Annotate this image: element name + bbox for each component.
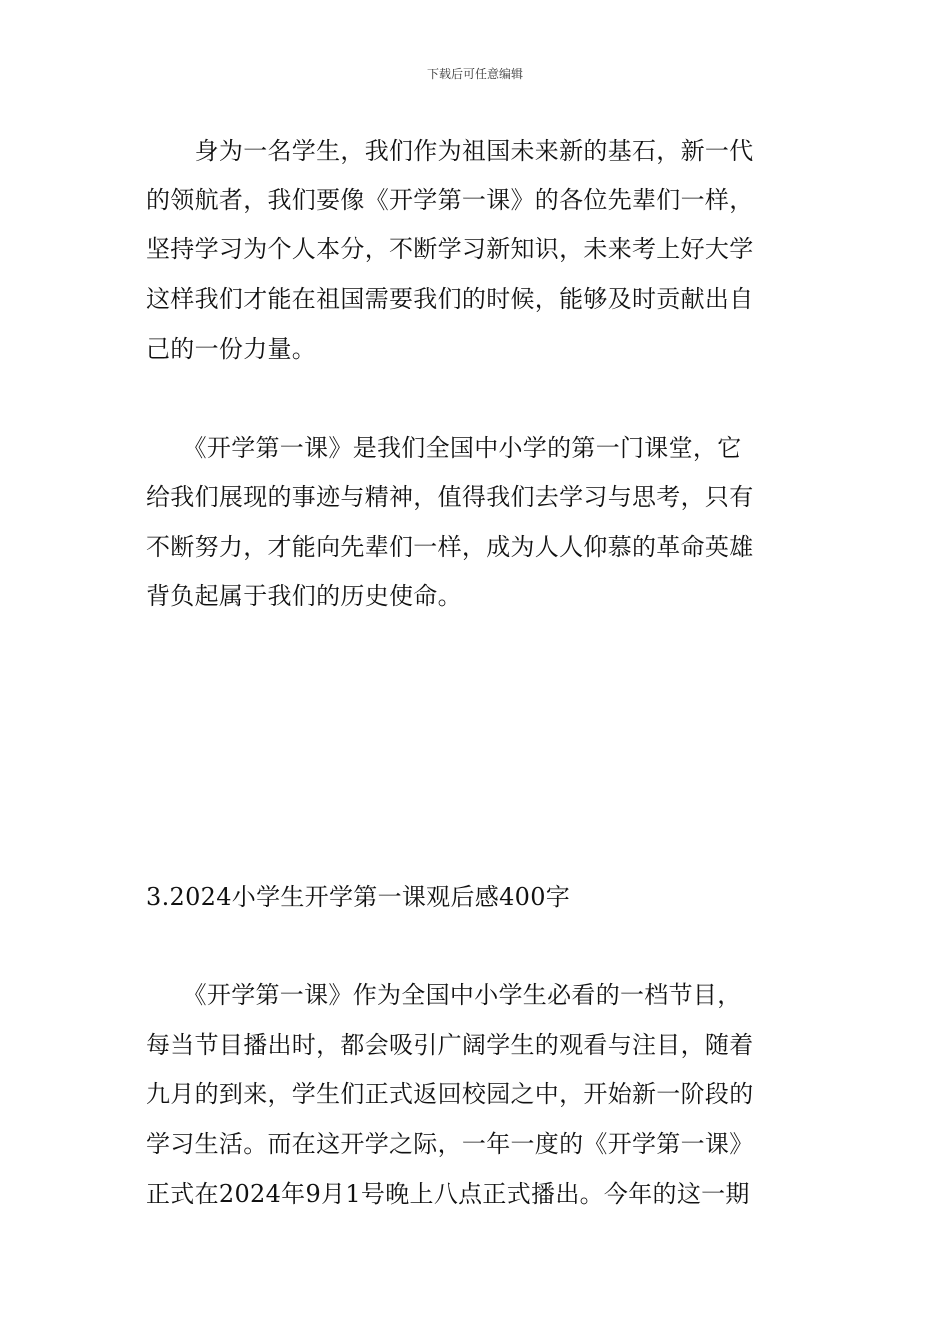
- paragraph-line: 这样我们才能在祖国需要我们的时候，能够及时贡献出自: [146, 285, 754, 313]
- paragraph-line: 每当节目播出时，都会吸引广阔学生的观看与注目，随着: [146, 1031, 754, 1059]
- paragraph-line: 身为一名学生，我们作为祖国未来新的基石，新一代: [146, 137, 754, 165]
- paragraph-line: 《开学第一课》是我们全国中小学的第一门课堂，它: [146, 434, 742, 462]
- paragraph-line: 《开学第一课》作为全国中小学生必看的一档节目，: [146, 981, 742, 1009]
- paragraph-line: 背负起属于我们的历史使命。: [146, 582, 462, 610]
- paragraph-line: 的领航者，我们要像《开学第一课》的各位先辈们一样，: [146, 186, 754, 214]
- paragraph-line: 坚持学习为个人本分，不断学习新知识，未来考上好大学: [146, 235, 754, 263]
- paragraph-line: 正式在2024年9月1号晚上八点正式播出。今年的这一期: [146, 1180, 750, 1208]
- paragraph-line: 九月的到来，学生们正式返回校园之中，开始新一阶段的: [146, 1080, 754, 1108]
- page-header-note: 下载后可任意编辑: [426, 67, 523, 81]
- paragraph-line: 不断努力，才能向先辈们一样，成为人人仰慕的革命英雄: [146, 533, 754, 561]
- section-heading: 3.2024小学生开学第一课观后感400字: [146, 883, 571, 911]
- paragraph-line: 己的一份力量。: [146, 335, 317, 363]
- paragraph-line: 学习生活。而在这开学之际，一年一度的《开学第一课》: [146, 1130, 754, 1158]
- paragraph-line: 给我们展现的事迹与精神，值得我们去学习与思考，只有: [146, 483, 754, 511]
